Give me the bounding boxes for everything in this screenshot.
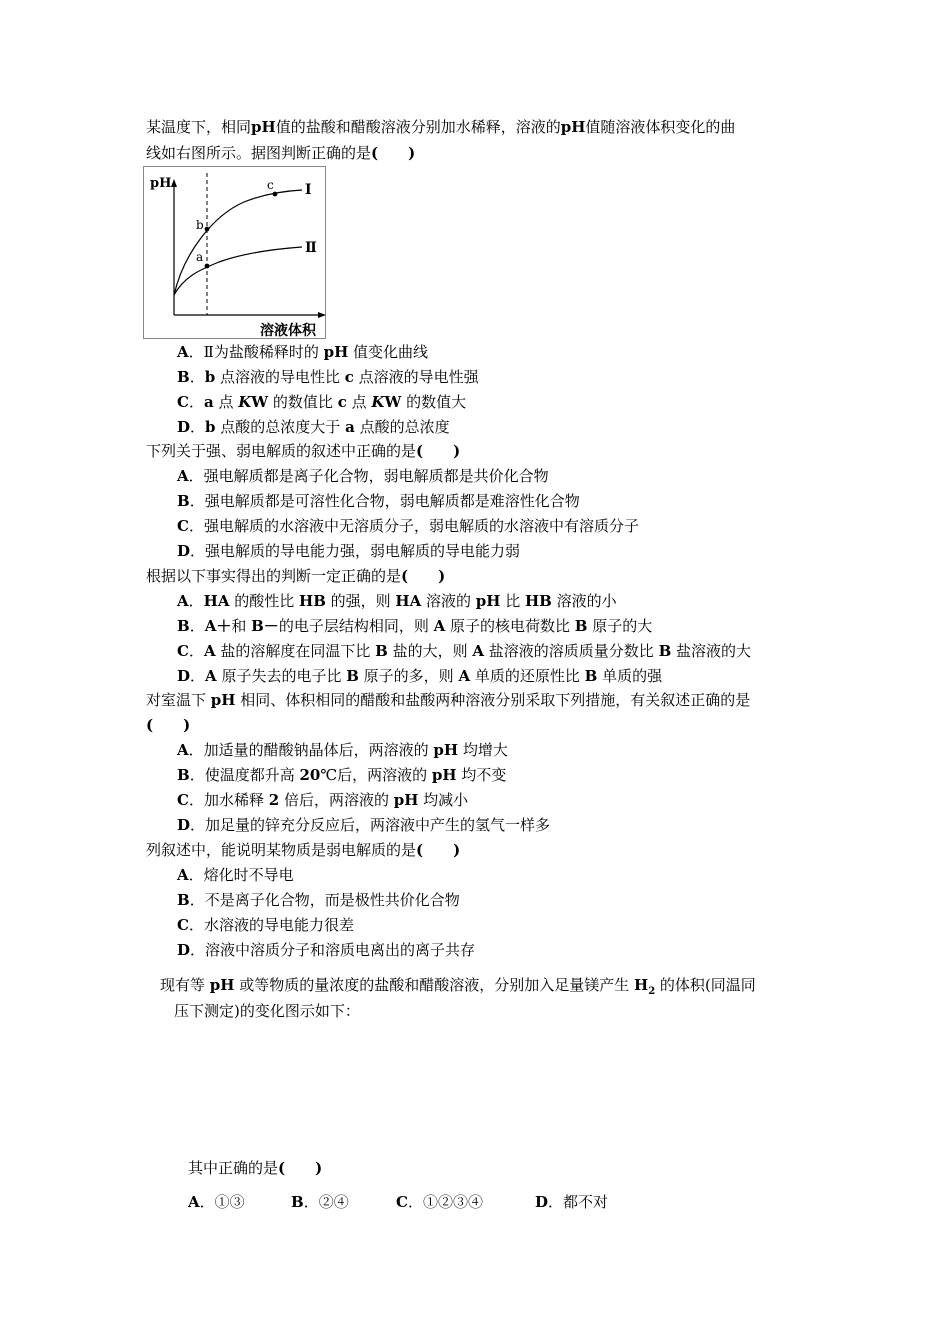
option-text: HA (395, 592, 422, 610)
q6-stem-text: 现有等 (160, 976, 210, 994)
option-text: 原子的多，则 (358, 667, 459, 685)
q5-stem (146, 840, 460, 860)
option-letter: C (177, 642, 189, 660)
option-text: 点溶液的导电性比 (215, 368, 345, 386)
option-text: 原子失去的电子比 (216, 667, 347, 685)
point-c (273, 192, 278, 197)
curve-two-label: Ⅱ (305, 240, 317, 256)
option-letter: C (177, 791, 189, 809)
option-text: B (346, 667, 359, 685)
option-text: ．②④ (303, 1193, 349, 1211)
option-text: 的电子层结构相同，则 (278, 617, 434, 635)
option-text: ℃后，两溶液的 (320, 766, 432, 784)
q1-option-d (177, 417, 450, 437)
option-text: ．①③ (199, 1193, 245, 1211)
q4-option-a (177, 740, 508, 760)
q5-stem-text: 列叙述中，能说明某物质是弱电解质的是 (146, 841, 417, 859)
option-text: 比 (500, 592, 525, 610)
option-text: ．Ⅱ为盐酸稀释时的 (188, 343, 324, 361)
q1-stem-text: 线如右图所示。据图判断正确的是 (146, 144, 372, 162)
option-text: ．熔化时不导电 (188, 866, 294, 884)
option-letter: B (291, 1193, 304, 1211)
option-text: ．强电解质都是离子化合物，弱电解质都是共价化合物 (188, 467, 549, 485)
q6-subscript: 2 (648, 986, 656, 997)
option-text: A (433, 617, 446, 635)
q3-option-d (177, 666, 662, 686)
q1-stem-text: 某温度下，相同 (146, 118, 252, 136)
q1-ph-dilution-figure (143, 166, 326, 339)
q2-stem (146, 441, 460, 461)
q1-stem-text: 值随溶液体积变化的曲 (585, 118, 736, 136)
q3-stem (146, 566, 445, 586)
option-letter: A (177, 343, 189, 361)
option-text: ． (188, 642, 204, 660)
option-text: ． (188, 393, 204, 411)
q2-option-c (177, 516, 639, 536)
q2-option-a (177, 466, 549, 486)
q6-question (188, 1158, 322, 1178)
option-text: ．加适量的醋酸钠晶体后，两溶液的 (188, 741, 434, 759)
option-text: 均增大 (458, 741, 508, 759)
option-letter: A (177, 592, 189, 610)
option-text: 原子的核电荷数比 (445, 617, 575, 635)
option-text: 值变化曲线 (348, 343, 429, 361)
q4-stem-line2 (146, 715, 190, 735)
q6-stem-text: 压下测定)的变化图示如下： (174, 1002, 360, 1020)
ph-curve-diagram (144, 167, 327, 340)
option-text: pH (323, 343, 349, 361)
option-text: 倍后，两溶液的 (279, 791, 394, 809)
option-text: ．溶液中溶质分子和溶质电离出的离子共存 (190, 941, 476, 959)
x-axis-label: 溶液体积 (260, 323, 316, 339)
q4-stem-line1 (146, 690, 750, 710)
option-letter: D (177, 941, 191, 959)
q1-option-c (177, 392, 466, 412)
q1-stem-text: 值的盐酸和醋酸溶液分别加水稀释，溶液的 (275, 118, 561, 136)
option-text: c (337, 393, 347, 411)
option-letter: D (535, 1193, 549, 1211)
option-text: K (371, 393, 385, 411)
option-letter: B (177, 766, 190, 784)
q4-option-c (177, 790, 468, 810)
option-letter: B (177, 617, 190, 635)
option-text: A (472, 642, 485, 660)
option-letter: D (177, 667, 191, 685)
option-text: 点 (213, 393, 239, 411)
option-letter: D (177, 418, 191, 436)
q3-option-a (177, 591, 617, 611)
y-axis-arrow (171, 179, 177, 187)
q6-stem-text: (同温同 (704, 976, 756, 994)
option-text: 单质的还原性比 (470, 667, 585, 685)
option-text: 溶液的小 (551, 592, 617, 610)
option-text: W (384, 393, 402, 411)
option-text: c (344, 368, 354, 386)
option-text: ．使温度都升高 (189, 766, 300, 784)
point-b-label: b (196, 218, 204, 232)
option-text: ．①②③④ (407, 1193, 483, 1211)
q1-stem-ph: pH (251, 118, 276, 136)
option-text: ．强电解质的导电能力强，弱电解质的导电能力弱 (190, 542, 521, 560)
option-text: B (574, 617, 588, 635)
q5-answer-blank: ( ) (416, 841, 461, 859)
curve-one-label: Ⅰ (305, 182, 312, 198)
option-text: 原子的大 (587, 617, 653, 635)
q2-option-d (177, 541, 520, 561)
point-a (205, 264, 210, 269)
point-c-label: c (267, 178, 274, 192)
option-text: pH (433, 741, 459, 759)
option-letter: A (177, 866, 189, 884)
option-letter: C (396, 1193, 408, 1211)
option-text: 盐的溶解度在同温下比 (215, 642, 376, 660)
option-text: ． (190, 418, 206, 436)
q4-option-b (177, 765, 506, 785)
option-text: 溶液的 (421, 592, 476, 610)
option-text: HA (203, 592, 230, 610)
option-text: 单质的强 (597, 667, 663, 685)
q4-stem-text: pH (210, 691, 236, 709)
q6-stem-text: 或等物质的量浓度的盐酸和醋酸溶液，分别加入足量镁产生 (234, 976, 634, 994)
option-letter: C (177, 517, 189, 535)
option-letter: C (177, 916, 189, 934)
option-text: K (238, 393, 252, 411)
option-letter: B (177, 891, 190, 909)
option-text: B (584, 667, 598, 685)
option-text: 均不变 (456, 766, 507, 784)
q6-question-text: 其中正确的是 (188, 1159, 279, 1177)
q3-stem-text: 根据以下事实得出的判断一定正确的是 (146, 567, 402, 585)
q6-stem-text: H (634, 976, 649, 994)
option-text: 盐的大，则 (387, 642, 473, 660)
option-text: B－ (251, 617, 279, 635)
q2-option-b (177, 491, 580, 511)
option-text: a (345, 418, 355, 436)
q4-option-d (177, 815, 550, 835)
option-text: A (205, 667, 217, 685)
q6-answer-blank: ( ) (278, 1159, 323, 1177)
q4-stem-text: 相同、体积相同的醋酸和盐酸两种溶液分别采取下列措施，有关叙述正确的是 (235, 691, 751, 709)
option-text: HB (299, 592, 326, 610)
option-text: A (203, 642, 216, 660)
option-letter: B (177, 368, 190, 386)
option-text: ．强电解质都是可溶性化合物，弱电解质都是难溶性化合物 (189, 492, 580, 510)
option-text: ．加水稀释 (188, 791, 269, 809)
option-text: 20 (299, 766, 321, 784)
option-text: 点 (346, 393, 372, 411)
q2-stem-text: 下列关于强、弱电解质的叙述中正确的是 (146, 442, 417, 460)
option-text: ．加足量的锌充分反应后，两溶液中产生的氢气一样多 (190, 816, 551, 834)
option-text: ．都不对 (548, 1193, 609, 1211)
option-text: W (251, 393, 269, 411)
option-text: B (375, 642, 388, 660)
option-text: pH (475, 592, 501, 610)
point-a-label: a (196, 250, 204, 264)
x-axis-arrow (318, 312, 326, 318)
option-text: a (203, 393, 214, 411)
option-text: pH (393, 791, 419, 809)
option-text: 点溶液的导电性强 (353, 368, 479, 386)
option-text: ． (189, 617, 205, 635)
q5-option-c (177, 915, 354, 935)
option-text: ． (189, 368, 205, 386)
q6-choice-c (396, 1192, 483, 1212)
point-b (205, 227, 210, 232)
q1-stem-ph: pH (560, 118, 586, 136)
option-text: pH (431, 766, 457, 784)
option-text: 的酸性比 (229, 592, 300, 610)
option-text: HB (525, 592, 552, 610)
q6-stem-text: pH (209, 976, 235, 994)
option-text: ． (190, 667, 206, 685)
q5-option-d (177, 940, 475, 960)
option-letter: D (177, 542, 191, 560)
option-text: 的数值比 (268, 393, 338, 411)
y-axis-label: pH (150, 176, 172, 191)
q5-option-b (177, 890, 460, 910)
option-text: 的数值大 (401, 393, 467, 411)
option-text: 盐溶液的大 (671, 642, 752, 660)
option-letter: D (177, 816, 191, 834)
option-letter: B (177, 492, 190, 510)
option-text: 点酸的总浓度 (354, 418, 450, 436)
option-text: 的强，则 (325, 592, 396, 610)
q3-answer-blank: ( ) (401, 567, 446, 585)
option-letter: A (177, 467, 189, 485)
q1-option-b (177, 367, 479, 387)
option-text: b (204, 368, 216, 386)
option-text: 均减小 (418, 791, 469, 809)
option-text: 盐溶液的溶质质量分数比 (484, 642, 659, 660)
option-text: A＋ (204, 617, 232, 635)
q6-stem-line1 (160, 975, 756, 1002)
q1-stem-line2 (146, 143, 415, 163)
option-text: ． (188, 592, 204, 610)
option-text: 点酸的总浓度大于 (215, 418, 346, 436)
option-letter: A (177, 741, 189, 759)
q4-answer-blank: ( ) (146, 716, 191, 734)
option-text: B (658, 642, 672, 660)
option-text: ．强电解质的水溶液中无溶质分子，弱电解质的水溶液中有溶质分子 (188, 517, 639, 535)
q6-choice-b (291, 1192, 349, 1212)
q1-option-a (177, 342, 428, 362)
option-letter: A (188, 1193, 200, 1211)
q3-option-c (177, 641, 751, 661)
q3-option-b (177, 616, 652, 636)
q6-choice-d (535, 1192, 608, 1212)
option-text: 和 (231, 617, 252, 635)
q1-answer-blank: ( ) (371, 144, 416, 162)
q4-stem-text: 对室温下 (146, 691, 211, 709)
option-text: 2 (268, 791, 280, 809)
curve-one (174, 190, 302, 295)
option-text: ．水溶液的导电能力很差 (188, 916, 354, 934)
option-text: b (205, 418, 216, 436)
q2-answer-blank: ( ) (416, 442, 461, 460)
q1-stem-line1 (146, 117, 735, 137)
option-text: A (458, 667, 471, 685)
option-letter: C (177, 393, 189, 411)
curve-two (174, 247, 302, 295)
q5-option-a (177, 865, 294, 885)
option-text: ．不是离子化合物，而是极性共价化合物 (189, 891, 460, 909)
q6-stem-text: 的体积 (655, 976, 705, 994)
q6-choice-a (188, 1192, 245, 1212)
q6-stem-line2 (174, 1001, 360, 1021)
